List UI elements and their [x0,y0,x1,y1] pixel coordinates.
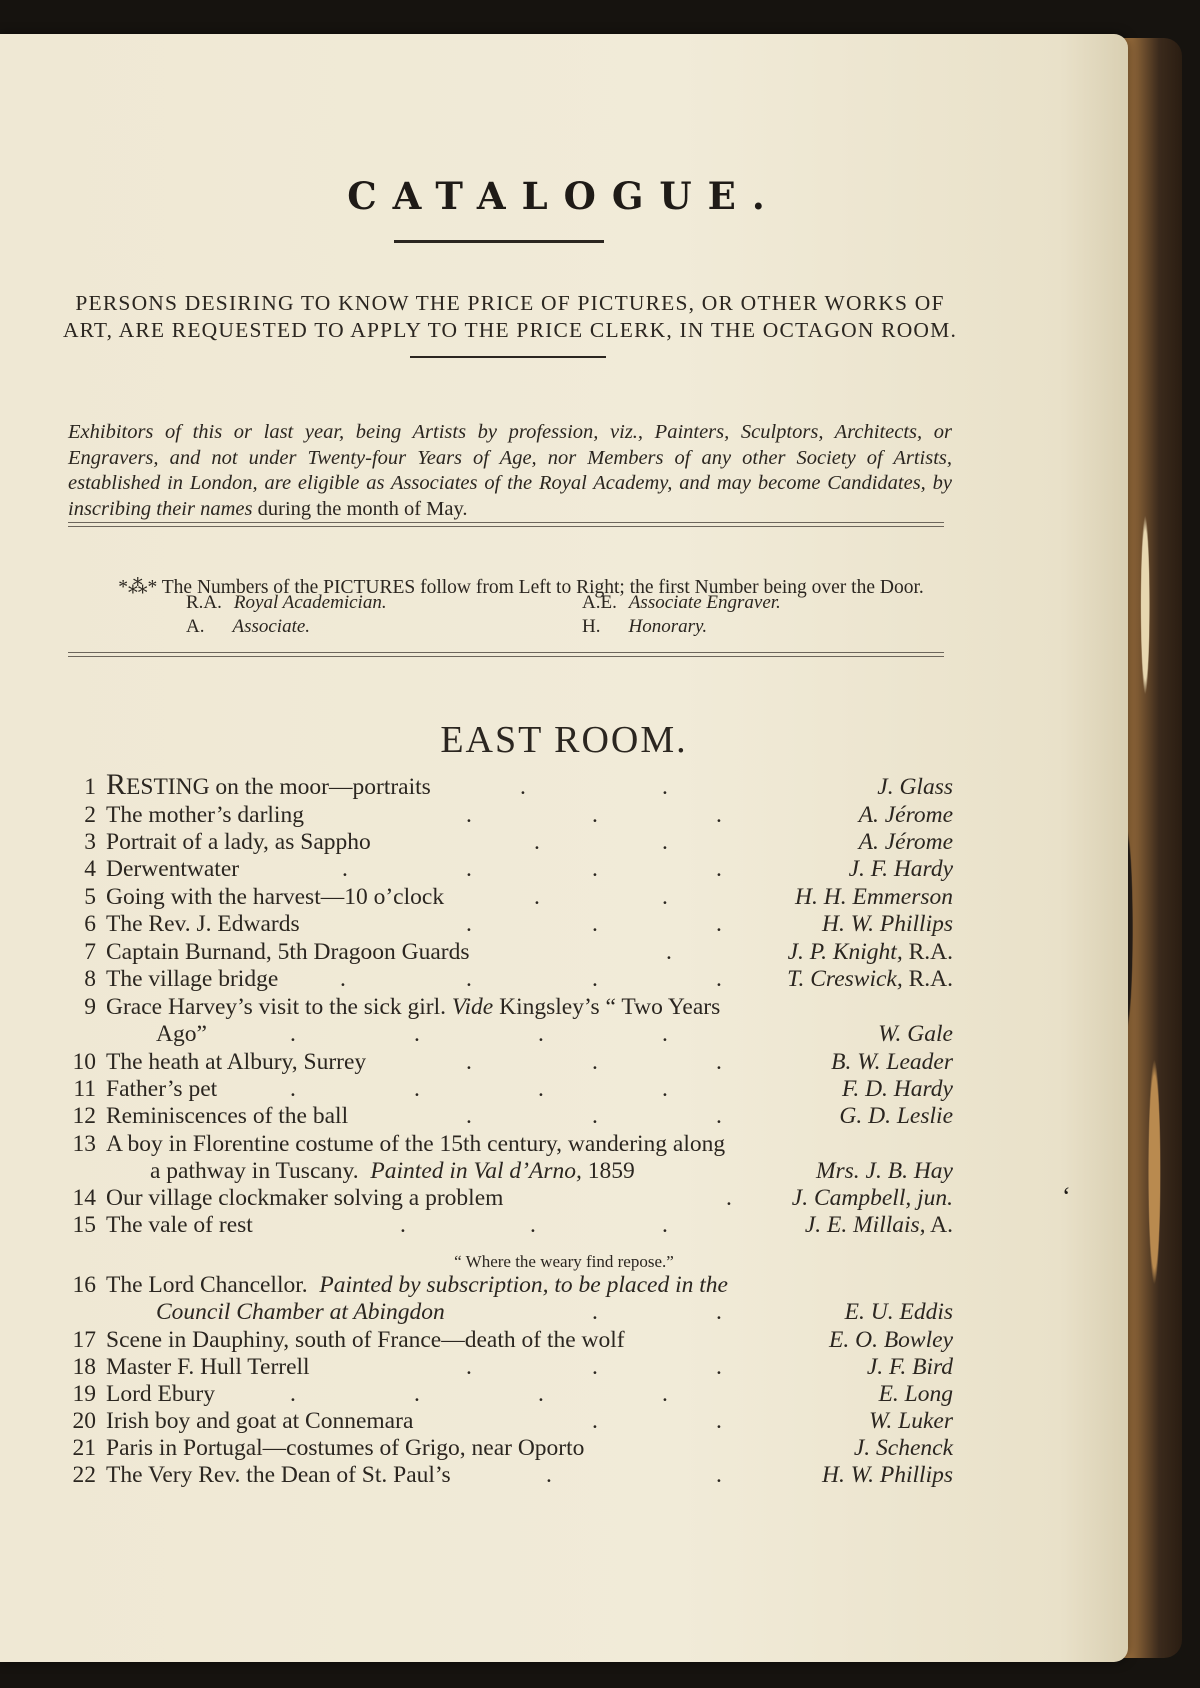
leader-dots: . [466,966,472,992]
entry-13 [0,1131,1128,1159]
abbr-h [582,616,707,638]
entry-title: The mother’s darling [106,802,304,828]
entry-vide: Vide [451,994,494,1020]
entry-title: A boy in Florentine costume of the 15th century, wandering along [106,1131,726,1157]
leader-dots: . [716,966,722,992]
notice-rule [410,356,606,358]
entry-21 [0,1435,1128,1463]
abbr-meaning: Associate. [232,616,311,637]
leader-dots: . [466,911,472,937]
section-rule-bottom [68,656,944,657]
leader-dots: . [662,1381,668,1407]
leader-dots: . [342,856,348,882]
leader-dots: . [534,884,540,910]
leader-dots: . [662,829,668,855]
entry-19 [0,1381,1128,1409]
entry-title: Our village clockmaker solving a problem [106,1185,504,1211]
entry-title: The Very Rev. the Dean of St. Paul’s [106,1462,451,1488]
entry-drop-cap: R [106,768,127,801]
entry-13-line2 [0,1158,1128,1186]
entry-number: 16 [72,1272,96,1298]
entry-author: J. F. Hardy [848,856,953,882]
entry-14 [0,1185,1128,1213]
leader-dots: . [662,1076,668,1102]
leader-dots: . [592,1103,598,1129]
leader-dots: . [716,1299,722,1325]
leader-dots: . [538,1021,544,1047]
entry-number: 20 [72,1408,96,1434]
entry-title: The village bridge [106,966,279,992]
entry-author: H. H. Emmerson [795,884,953,910]
leader-dots: . [400,1212,406,1238]
entry-title-text: ESTING on the moor—portraits [126,774,431,800]
entry-11 [0,1076,1128,1104]
leader-dots: . [466,1354,472,1380]
entry-title: Derwentwater [106,856,240,882]
entry-12 [0,1103,1128,1131]
entry-author: A. Jérome [858,829,953,855]
entry-number: 8 [84,966,96,992]
abbr-code: A.E. [582,592,617,613]
entry-title: Father’s pet [106,1076,218,1102]
margin-mark: ‘ [1062,1182,1071,1211]
entry-title: Irish boy and goat at Connemara [106,1408,414,1434]
entry-number: 13 [72,1131,96,1157]
entry-title: The heath at Albury, Surrey [106,1049,367,1075]
entry-author: A. Jérome [858,802,953,828]
entry-author: G. D. Leslie [839,1103,953,1129]
abbr-ae [582,592,781,614]
entry-number: 3 [84,829,96,855]
entry-title [106,768,431,802]
leader-dots: . [466,856,472,882]
leader-dots: . [716,1408,722,1434]
entry-author-name: T. Creswick, [787,966,903,992]
leader-dots: . [592,966,598,992]
leader-dots: . [716,1103,722,1129]
entry-title: Captain Burnand, 5th Dragoon Guards [106,939,470,965]
leader-dots: . [414,1381,420,1407]
leader-dots: . [592,856,598,882]
entry-6 [0,911,1128,939]
entry-author: J. Schenck [853,1435,953,1461]
entry-4 [0,856,1128,884]
entry-number: 18 [72,1354,96,1380]
entry-16-line2 [0,1299,1128,1327]
leader-dots: . [716,1049,722,1075]
entry-15-quote: “ Where the weary find repose.” [454,1252,674,1271]
entry-18 [0,1354,1128,1382]
leader-dots: . [592,1299,598,1325]
leader-dots: . [662,1021,668,1047]
entry-15 [0,1212,1128,1240]
entry-author: H. W. Phillips [821,911,953,937]
leader-dots: . [716,802,722,828]
abbr-meaning: Associate Engraver. [628,592,781,613]
entry-painted-note: Painted in Val d’Arno, [370,1158,582,1184]
entry-author: W. Gale [878,1021,953,1047]
entry-number: 9 [84,994,96,1020]
entry-title-line2 [156,1299,445,1326]
entry-author: E. Long [878,1381,953,1407]
leader-dots: . [666,939,672,965]
abbr-code: R.A. [186,592,222,613]
leader-dots: . [546,1462,552,1488]
entry-1 [0,768,1128,802]
leader-dots: . [538,1076,544,1102]
entry-year: 1859 [581,1158,635,1184]
leader-dots: . [726,1185,732,1211]
entry-author: B. W. Leader [831,1049,953,1075]
abbr-code: A. [186,616,205,637]
entry-number: 5 [84,884,96,910]
leader-dots: . [662,774,668,800]
leader-dots: . [592,911,598,937]
entry-title: Reminiscences of the ball [106,1103,349,1129]
leader-dots: . [716,1354,722,1380]
entry-number: 12 [72,1103,96,1129]
title-rule [394,240,604,243]
entry-10 [0,1049,1128,1077]
double-rule-bottom [68,526,944,527]
entry-author [787,966,953,993]
leader-dots: . [414,1076,420,1102]
entry-number: 19 [72,1381,96,1407]
entry-title-text: The Lord Chancellor. [106,1272,308,1298]
entry-author: E. U. Eddis [844,1299,953,1325]
numbering-note: *⁂* The Numbers of the PICTURES follow from Left to Right; the first Number being over the Door. [118,577,924,598]
entry-author: J. Glass [877,774,953,800]
abbr-code: H. [582,616,601,637]
room-heading: EAST ROOM. [440,719,688,761]
exhibitors-italic: Exhibitors of this or last year, being Artists by profession, viz., Painters, Sculptors, Architects, or Engravers, and not under Twenty-four Years of Age, nor Members of any other Society of Artists, established in London, are eligible as Associates of the Royal Academy, and may become Candidates, by inscribing their names [68,421,952,520]
leader-dots: . [534,829,540,855]
leader-dots: . [592,802,598,828]
exhibitors-plain: during the month of May. [257,497,468,520]
entry-3 [0,829,1128,857]
entry-number: 4 [84,856,96,882]
leader-dots: . [290,1076,296,1102]
leader-dots: . [716,856,722,882]
entry-number: 11 [73,1076,96,1102]
entry-title: Portrait of a lady, as Sappho [106,829,371,855]
entry-number: 1 [84,774,96,800]
leader-dots: . [716,1462,722,1488]
leader-dots: . [530,1212,536,1238]
entry-author: W. Luker [869,1408,953,1434]
entry-rank: R.A. [902,966,953,992]
entry-5 [0,884,1128,912]
entry-title: Paris in Portugal—costumes of Grigo, near Oporto [106,1435,585,1461]
entry-22 [0,1462,1128,1490]
entry-title-line2 [150,1158,635,1185]
entry-title: The Rev. J. Edwards [106,911,300,937]
entry-author: F. D. Hardy [842,1076,953,1102]
leader-dots: . [466,1049,472,1075]
entry-16 [0,1272,1128,1300]
price-notice: PERSONS DESIRING TO KNOW THE PRICE OF PICTURES, OR OTHER WORKS OF ART, ARE REQUESTED TO APPLY TO THE PRICE CLERK, IN THE OCTAGON ROOM. [62,291,958,342]
leader-dots: . [466,1103,472,1129]
leader-dots: . [290,1021,296,1047]
entry-number: 7 [84,939,96,965]
leader-dots: . [592,1408,598,1434]
abbr-meaning: Royal Academician. [233,592,387,613]
exhibitors-paragraph [68,420,952,522]
double-rule-top [68,522,944,523]
entry-author [788,939,953,966]
entry-author: J. F. Bird [866,1354,953,1380]
leader-dots: . [716,911,722,937]
leader-dots: . [592,1049,598,1075]
leader-dots: . [340,966,346,992]
entry-17 [0,1327,1128,1355]
section-rule-top [68,652,944,653]
entry-title-text: a pathway in Tuscany. [150,1158,359,1184]
entry-rank: A. [925,1212,953,1238]
abbr-meaning: Honorary. [628,616,708,637]
entry-author-name: J. E. Millais, [804,1212,926,1238]
leader-dots: . [466,802,472,828]
entry-number: 14 [72,1185,96,1211]
leader-dots: . [290,1381,296,1407]
entry-title-text: Grace Harvey’s visit to the sick girl. [106,994,447,1020]
abbr-ra [186,592,387,614]
entry-number: 17 [72,1327,96,1353]
page-title: CATALOGUE. [347,174,781,218]
entry-note: Painted by subscription, to be placed in the [319,1272,728,1298]
entry-7 [0,939,1128,967]
entry-rank: R.A. [902,939,953,965]
entry-author [805,1212,953,1239]
entry-author: J. Campbell, jun. [791,1185,953,1211]
entry-number: 22 [72,1462,96,1488]
entry-9 [0,994,1128,1022]
leader-dots: . [592,1354,598,1380]
entry-number: 15 [72,1212,96,1238]
abbr-a [186,616,310,638]
entry-number: 2 [84,802,96,828]
entry-number: 10 [72,1049,96,1075]
entry-title: Lord Ebury [106,1381,215,1407]
entry-author: H. W. Phillips [821,1462,953,1488]
entry-author: Mrs. J. B. Hay [815,1158,953,1184]
entry-author: E. O. Bowley [829,1327,953,1353]
entry-9-line2 [0,1021,1128,1049]
entry-title [106,1272,728,1299]
catalogue-page [0,34,1128,1662]
leader-dots: . [662,884,668,910]
entry-title: Scene in Dauphiny, south of France—death of the wolf [106,1327,625,1353]
entry-2 [0,802,1128,830]
entry-note-cont: Council Chamber at Abingdon [156,1299,445,1325]
entry-title: Going with the harvest—10 o’clock [106,884,445,910]
entry-title-cont: Kingsley’s “ Two Years [493,994,721,1020]
leader-dots: . [538,1381,544,1407]
entry-20 [0,1408,1128,1436]
entry-title-line2: Ago” [156,1021,207,1047]
entry-title: Master F. Hull Terrell [106,1354,310,1380]
entry-title [106,994,720,1021]
entry-number: 6 [84,911,96,937]
entry-title: The vale of rest [106,1212,253,1238]
entry-8 [0,966,1128,994]
entry-author-name: J. P. Knight, [787,939,903,965]
leader-dots: . [414,1021,420,1047]
leader-dots: . [520,774,526,800]
leader-dots: . [662,1212,668,1238]
entry-number: 21 [72,1435,96,1461]
